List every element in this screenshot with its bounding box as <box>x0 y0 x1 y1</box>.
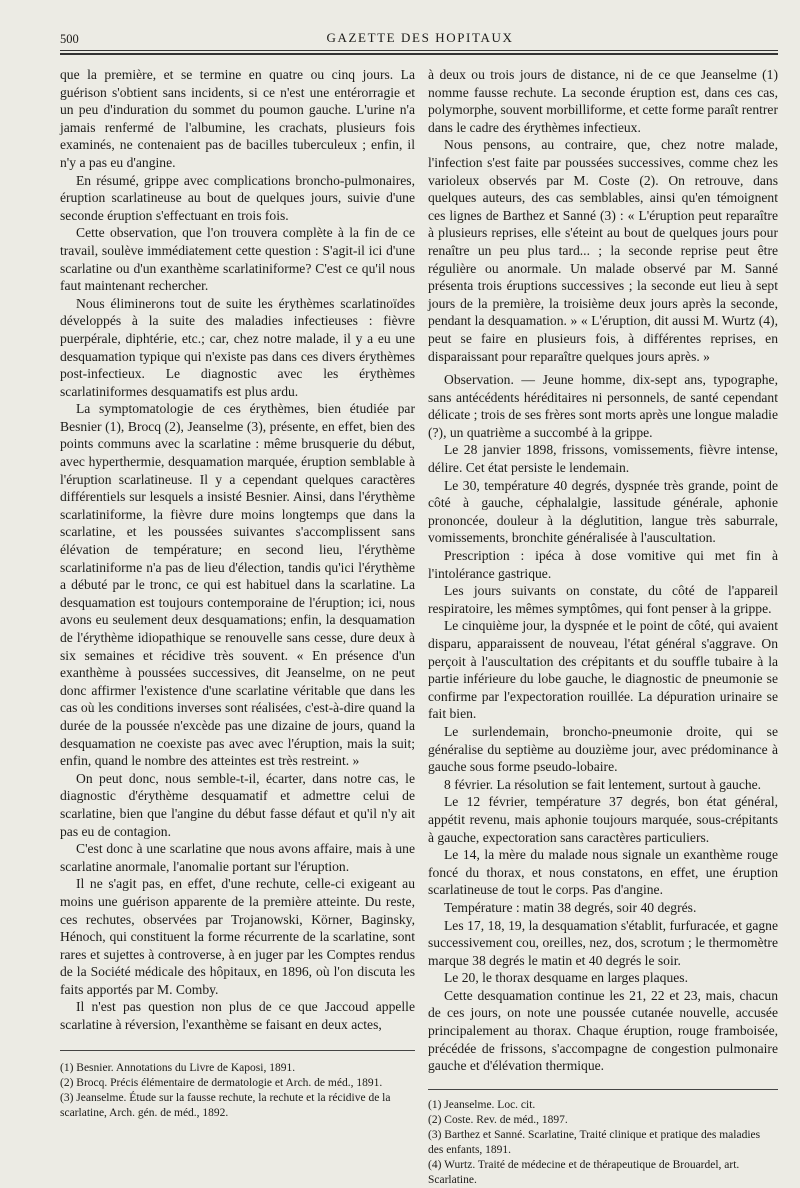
page-number: 500 <box>60 32 79 46</box>
footnote-rule <box>428 1089 778 1090</box>
page-header <box>60 30 780 48</box>
journal-title: GAZETTE DES HOPITAUX <box>326 30 514 45</box>
paragraph: En résumé, grippe avec complications broncho-pulmonaires, éruption scarlatineuse au bout de quelques jours, suivie d'une seconde éruption s'effectuant en trois fois. <box>60 172 415 223</box>
footnote: (1) Besnier. Annotations du Livre de Kaposi, 1891. <box>60 1061 296 1074</box>
footnotes <box>428 1098 778 1188</box>
paragraph: C'est donc à une scarlatine que nous avons affaire, mais à une scarlatine anormale, l'anomalie portant sur l'éruption. <box>60 841 415 874</box>
paragraph: Prescription : ipéca à dose vomitive qui met fin à l'intolérance gastrique. <box>428 548 778 581</box>
footnote: (1) Jeanselme. Loc. cit. <box>428 1098 536 1111</box>
paragraph: 8 février. La résolution se fait lentement, surtout à gauche. <box>444 776 762 792</box>
paragraph: Les 17, 18, 19, la desquamation s'établit, furfuracée, et gagne successivement cou, oreilles, nez, dos, scrotum ; le thermomètre marque 38 degrés le matin et 40 degrés le soir. <box>428 917 778 968</box>
right-column <box>428 66 778 1188</box>
paragraph: Nous éliminerons tout de suite les érythèmes scarlatinoïdes développés à la suite des maladies infectieuses : fièvre puerpérale, diphtérie, etc.; car, chez notre malade, il y a eu une desquamation typique qui n'existe pas dans ces divers érythèmes post-infectieux. Le diagnostic avec les érythèmes scarlatiniformes desquamatifs est plus ardu. <box>60 295 415 399</box>
footnote: (4) Wurtz. Traité de médecine et de thérapeutique de Brouardel, art. Scarlatine. <box>428 1158 740 1186</box>
observation-paragraph: Observation. — Jeune homme, dix-sept ans, typographe, sans antécédents héréditaires ni personnels, de santé cependant délicate ; trois de ses frères sont morts après une longue maladie (?), un quatrième a succombé à la grippe. <box>428 372 778 440</box>
header-rule-bottom <box>60 53 778 55</box>
paragraph: Le 20, le thorax desquame en larges plaques. <box>444 970 688 986</box>
paragraph: On peut donc, nous semble-t-il, écarter, dans notre cas, le diagnostic d'érythème desquamatif et admettre celui de scarlatine, bien que l'angine du début fasse défaut et qu'il n'y ait pas eu de contagion. <box>60 770 415 839</box>
paragraph: Le cinquième jour, la dyspnée et le point de côté, qui avaient disparu, apparaissent de nouveau, l'état général s'aggrave. On perçoit à l'auscultation des crépitants et du souffle tubaire à la partie inférieure du lobe gauche, le diagnostic de pneumonie se confirme par l'expectoration rouillée. La dépuration urinaire se fait bien. <box>428 618 778 722</box>
paragraph: Le surlendemain, broncho-pneumonie droite, qui se généralise du septième au douzième jour, avec prédominance à gauche sous forme pseudo-lobaire. <box>428 723 778 775</box>
footnote: (3) Jeanselme. Étude sur la fausse rechute, la rechute et la récidive de la scarlatine, Arch. gén. de méd., 1892. <box>60 1091 391 1119</box>
paragraph: Cette observation, que l'on trouvera complète à la fin de ce travail, soulève immédiatement cette question : S'agit-il ici d'une scarlatine ou d'un exanthème scarlatiniforme? C'est ce qu'il nous faut maintenant rechercher. <box>60 225 415 294</box>
header-rule-top <box>60 50 778 51</box>
footnote: (2) Brocq. Précis élémentaire de dermatologie et Arch. de méd., 1891. <box>60 1076 383 1089</box>
paragraph: Le 30, température 40 degrés, dyspnée très grande, point de côté à gauche, céphalalgie, lassitude générale, aphonie prononcée, douleur à la déglutition, langue très saburrale, vomissements, bronchite généralisée à l'auscultation. <box>428 477 778 546</box>
footnote: (3) Barthez et Sanné. Scarlatine, Traité clinique et pratique des maladies des enfants, 1891. <box>428 1128 761 1156</box>
footnote-rule <box>60 1050 415 1051</box>
paragraph: Nous pensons, au contraire, que, chez notre malade, l'infection s'est faite par poussées successives, comme chez les varioleux observés par M. Coste (2). On retrouve, dans quelques auteurs, des cas semblables, ainsi qu'en témoignent ces lignes de Barthez et Sanné (3) : « L'éruption peut reparaître à plusieurs reprises, elle s'éteint au bout de quelques jours pour renaître un peu plus tard... ; la seconde reprise peut être régulière ou anormale. Un malade observé par M. Sanné présenta trois éruptions successives ; la seconde eut lieu à sept jours de la première, la troisième deux jours après la seconde, pendant la desquamation. » « L'éruption, dit aussi M. Wurtz (4), peut se faire en plusieurs fois, à différentes reprises, en disparaissant pour reparaître quelques jours après. » <box>428 137 778 364</box>
paragraph: Température : matin 38 degrés, soir 40 degrés. <box>444 899 697 915</box>
paragraph: Les jours suivants on constate, du côté de l'appareil respiratoire, les mêmes symptômes, qui font penser à la grippe. <box>428 583 778 616</box>
paragraph: Le 14, la mère du malade nous signale un exanthème rouge foncé du thorax, et nous constatons, en effet, une éruption scarlatineuse de tout le corps. Pas d'angine. <box>428 847 778 898</box>
paragraph: Il n'est pas question non plus de ce que Jaccoud appelle scarlatine à réversion, l'exanthème se faisant en deux actes, <box>60 999 415 1033</box>
left-column <box>60 66 415 1121</box>
paragraph: que la première, et se termine en quatre ou cinq jours. La guérison s'obtient sans incidents, si ce n'est une entérorragie et un peu d'induration du sommet du poumon gauche. L'urine n'a jamais renfermé de l'albumine, les crachats, plusieurs fois examinés, ne contenaient pas de bacilles tuberculeux ; enfin, il n'y a pas eu d'angine. <box>60 67 415 170</box>
paragraph: Le 12 février, température 37 degrés, bon état général, appétit revenu, mais aphonie toujours marquée, sous-crépitants à gauche, expectoration sans caractères particuliers. <box>428 794 778 845</box>
footnote: (2) Coste. Rev. de méd., 1897. <box>428 1113 568 1126</box>
paragraph: Le 28 janvier 1898, frissons, vomissements, fièvre intense, délire. Cet état persiste le lendemain. <box>428 442 778 476</box>
paragraph: Il ne s'agit pas, en effet, d'une rechute, celle-ci exigeant au moins une guérison apparente de la première atteinte. Du reste, ces rechutes, observées par Trojanowski, Körner, Baginsky, Hénoch, qui constituent la forme récurrente de la scarlatine, sont rares et sujettes à controverse, à en juger par les Comptes rendus de la Société médicale des hôpitaux, en 1896, où l'on discuta les faits apportés par M. Comby. <box>60 876 415 997</box>
paragraph: La symptomatologie de ces érythèmes, bien étudiée par Besnier (1), Brocq (2), Jeanselme (3), présente, en effet, bien des points communs avec la scarlatine : même brusquerie du début, avec hyperthermie, desquamation marquée, éruption semblable à l'éruption scarlatineuse. Il y a cependant quelques caractères différentiels sur lesquels a insisté Besnier. Ainsi, dans l'érythème scarlatiniforme, la fièvre dure moins longtemps que dans la scarlatine, et les poussées suivantes s'accomplissent sans élévation de température; en second lieu, l'érythème scarlatiniforme n'a pas de lieu d'élection, tandis qu'ici l'érythème a débuté par le tronc, ce qui est habituel dans la scarlatine. La desquamation est toujours contemporaine de l'éruption; ici, nous avons eu seulement deux desquamations; enfin, la desquamation de l'érythème idiopathique se renouvelle sans cesse, dure deux à six semaines et récidive très souvent. « En présence d'un exanthème à poussées successives, dit Jeanselme, on ne peut donc affirmer l'existence d'une scarlatine véritable que dans les cas où les conditions inverses sont réalisées, c'est-à-dire quand la durée de la poussée n'excède pas une dizaine de jours, quand la desquamation ne coexiste pas avec avec l'éruption, mais la suit; enfin, quand le nombre des atteintes est très restreint. » <box>60 401 415 769</box>
paragraph: à deux ou trois jours de distance, ni de ce que Jeanselme (1) nomme fausse rechute. La seconde éruption est, dans ces cas, polymorphe, souvent morbilliforme, et cette forme paraît rentrer dans le cadre des érythèmes infectieux. <box>428 67 778 135</box>
paragraph: Cette desquamation continue les 21, 22 et 23, mais, chacun de ces jours, on note une poussée cutanée nouvelle, accusée principalement au thorax. Chaque éruption, rouge framboisée, précédée de frissons, s'accompagne de congestion pulmonaire gauche et d'élévation thermique. <box>428 987 778 1074</box>
footnotes <box>60 1061 415 1121</box>
